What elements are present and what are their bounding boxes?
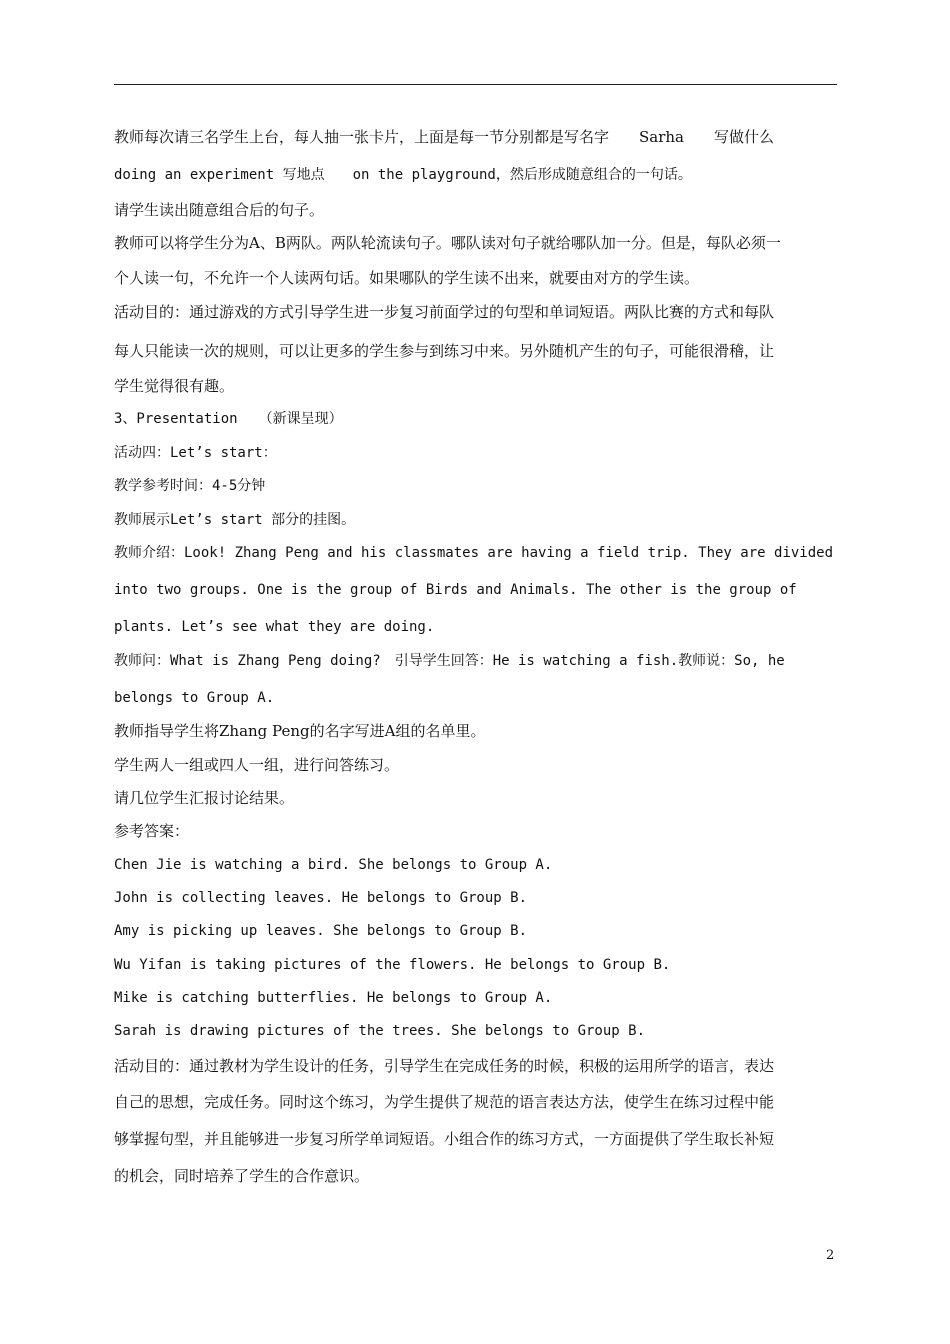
paragraph-line: 学生两人一组或四人一组，进行问答练习。	[114, 756, 400, 774]
paragraph-line: 个人读一句，不允许一个人读两句话。如果哪队的学生读不出来，就要由对方的学生读。	[114, 269, 700, 287]
paragraph-line: 的机会，同时培养了学生的合作意识。	[114, 1167, 370, 1185]
answer-line: Mike is catching butterflies. He belongs to Group A.	[114, 990, 553, 1006]
paragraph-line: 学生觉得很有趣。	[114, 377, 235, 395]
page-number: 2	[826, 1248, 835, 1263]
paragraph-line: 教师可以将学生分为A、B两队。两队轮流读句子。哪队读对句子就给哪队加一分。但是，每队必须一	[114, 234, 781, 252]
section-heading: 3、Presentation （新课呈现）	[114, 411, 343, 427]
paragraph-line: doing an experiment 写地点 on the playground，然后形成随意组合的一句话。	[114, 167, 692, 183]
paragraph-line: 教师指导学生将Zhang Peng的名字写进A组的名单里。	[114, 722, 486, 740]
paragraph-line: 够掌握句型，并且能够进一步复习所学单词短语。小组合作的练习方式，一方面提供了学生取长补短	[114, 1130, 775, 1148]
answer-line: Wu Yifan is taking pictures of the flowers. He belongs to Group B.	[114, 957, 671, 973]
activity-title: 活动四：Let’s start：	[114, 445, 277, 461]
paragraph-line: 教师展示Let’s start 部分的挂图。	[114, 512, 356, 528]
paragraph-line: belongs to Group A.	[114, 690, 275, 706]
paragraph-line: 活动目的：通过教材为学生设计的任务，引导学生在完成任务的时候，积极的运用所学的语言，表达	[114, 1057, 775, 1075]
paragraph-line: 活动目的：通过游戏的方式引导学生进一步复习前面学过的句型和单词短语。两队比赛的方式和每队	[114, 303, 775, 321]
answer-line: Sarah is drawing pictures of the trees. She belongs to Group B.	[114, 1023, 646, 1039]
header-rule	[114, 84, 837, 85]
paragraph-line: into two groups. One is the group of Birds and Animals. The other is the group of	[114, 582, 797, 598]
answer-line: Amy is picking up leaves. She belongs to Group B.	[114, 923, 528, 939]
answer-line: Chen Jie is watching a bird. She belongs to Group A.	[114, 857, 553, 873]
paragraph-line: 教师问：What is Zhang Peng doing? 引导学生回答：He is watching a fish.教师说：So, he	[114, 653, 785, 669]
paragraph-line: 请几位学生汇报讨论结果。	[114, 789, 295, 807]
paragraph-line: 每人只能读一次的规则，可以让更多的学生参与到练习中来。另外随机产生的句子，可能很滑稽，让	[114, 342, 775, 360]
paragraph-line: 教学参考时间：4-5分钟	[114, 478, 266, 494]
paragraph-line: 教师每次请三名学生上台，每人抽一张卡片，上面是每一节分别都是写名字 Sarha 写做什么	[114, 128, 774, 146]
answer-line: John is collecting leaves. He belongs to Group B.	[114, 890, 528, 906]
paragraph-line: 请学生读出随意组合后的句子。	[114, 201, 325, 219]
paragraph-line: 教师介绍：Look! Zhang Peng and his classmates are having a field trip. They are divided	[114, 545, 834, 561]
paragraph-line: 自己的思想，完成任务。同时这个练习，为学生提供了规范的语言表达方法，使学生在练习过程中能	[114, 1093, 775, 1111]
paragraph-line: plants. Let’s see what they are doing.	[114, 619, 435, 635]
answers-heading: 参考答案：	[114, 822, 190, 840]
